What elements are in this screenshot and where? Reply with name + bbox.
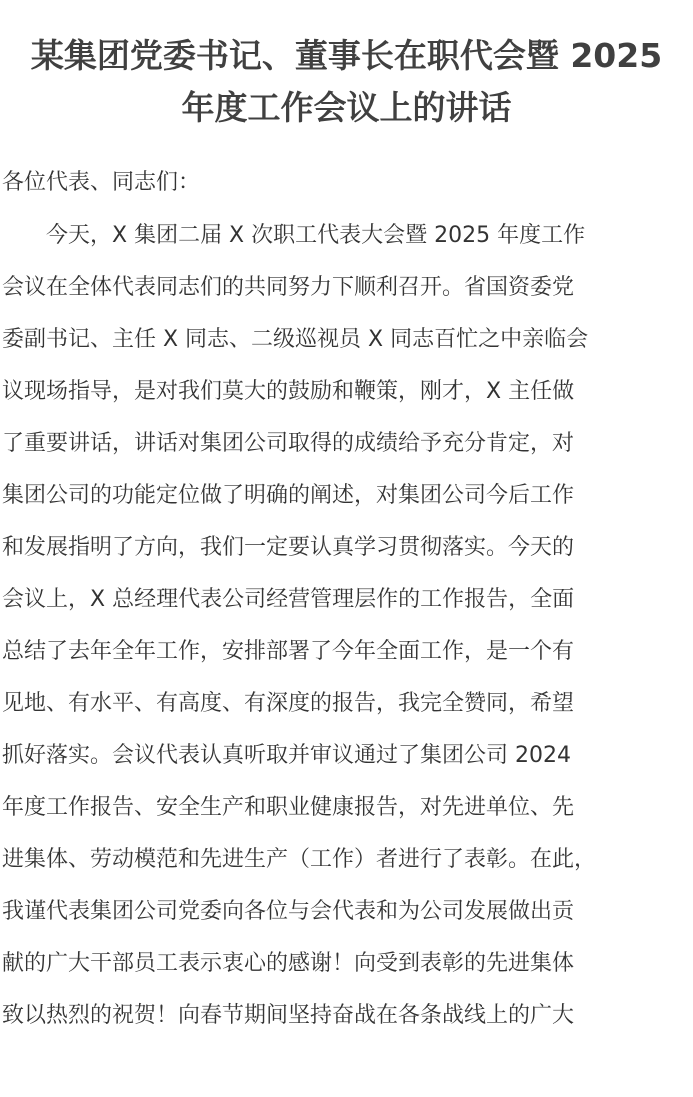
title-line-2: 年度工作会议上的讲话 <box>181 88 512 127</box>
body-line: 献的广大干部员工表示衷心的感谢！向受到表彰的先进集体 <box>2 951 575 976</box>
body-line: 进集体、劳动模范和先进生产（工作）者进行了表彰。在此， <box>2 847 597 872</box>
body-line: 会议在全体代表同志们的共同努力下顺利召开。省国资委党 <box>2 275 575 300</box>
body-paragraph <box>2 214 693 1046</box>
body-line: 了重要讲话，讲话对集团公司取得的成绩给予充分肯定，对 <box>2 431 575 456</box>
body-line: 致以热烈的祝贺！向春节期间坚持奋战在各条战线上的广大 <box>2 1003 575 1028</box>
body-line: 总结了去年全年工作，安排部署了今年全面工作，是一个有 <box>2 639 575 664</box>
body-line: 集团公司的功能定位做了明确的阐述，对集团公司今后工作 <box>2 483 575 508</box>
body-line: 抓好落实。会议代表认真听取并审议通过了集团公司 2024 <box>2 743 571 768</box>
title-line-1: 某集团党委书记、董事长在职代会暨 2025 <box>30 36 663 75</box>
greeting: 各位代表、同志们： <box>2 170 201 195</box>
body-line: 议现场指导，是对我们莫大的鼓励和鞭策，刚才，X 主任做 <box>2 379 575 404</box>
body-line: 和发展指明了方向，我们一定要认真学习贯彻落实。今天的 <box>2 535 575 560</box>
body-line: 我谨代表集团公司党委向各位与会代表和为公司发展做出贡 <box>2 899 575 924</box>
body-line: 今天，X 集团二届 X 次职工代表大会暨 2025 年度工作 <box>2 223 586 248</box>
body-line: 年度工作报告、安全生产和职业健康报告，对先进单位、先 <box>2 795 575 820</box>
document-title <box>0 30 693 134</box>
body-line: 会议上，X 总经理代表公司经营管理层作的工作报告，全面 <box>2 587 575 612</box>
body-line: 见地、有水平、有高度、有深度的报告，我完全赞同，希望 <box>2 691 575 716</box>
body-line: 委副书记、主任 X 同志、二级巡视员 X 同志百忙之中亲临会 <box>2 327 589 352</box>
